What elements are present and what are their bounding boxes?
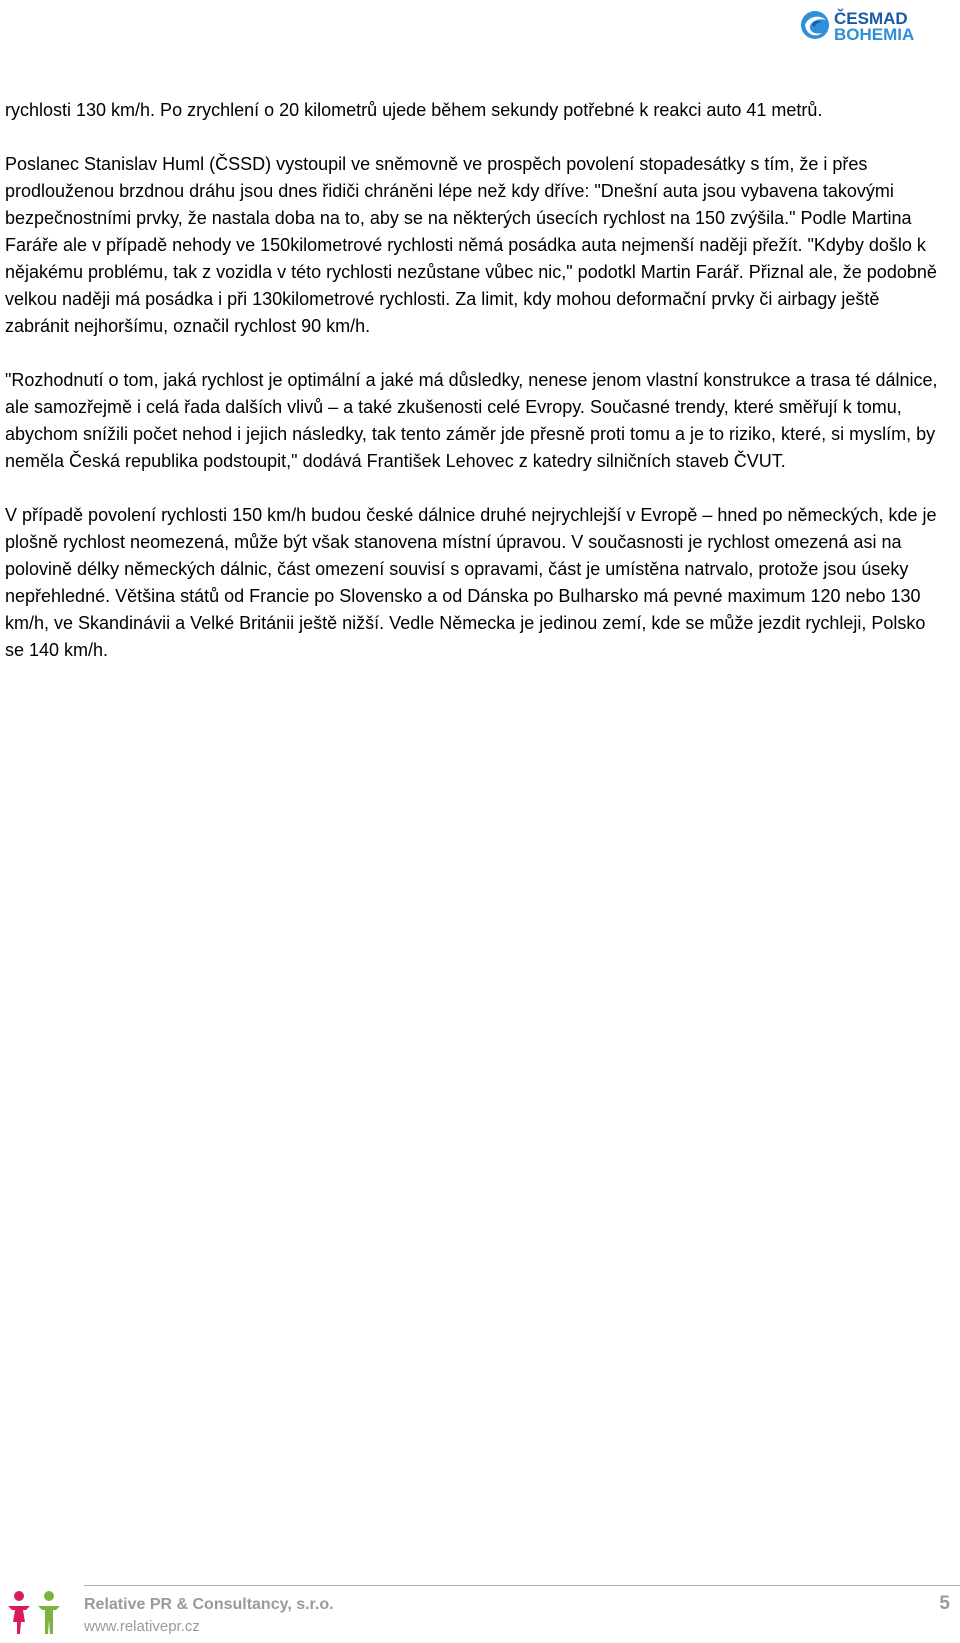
page-footer <box>0 1585 960 1638</box>
paragraph-1: rychlosti 130 km/h. Po zrychlení o 20 kilometrů ujede během sekundy potřebné k reakci auto 41 metrů. <box>5 100 823 120</box>
paragraph-4: V případě povolení rychlosti 150 km/h budou české dálnice druhé nejrychlejší v Evropě – hned po německých, kde je plošně rychlost neomezená, může být však stanovena místní úpravou. V současnosti je rychlost omezená asi na polovině délky německých dálnic, část omezení souvisí s opravami, část je umístěna natrvalo, protože jsou úseky nepřehledné. Většina států od Francie po Slovensko a od Dánska po Bulharsko má pevné maximum 120 nebo 130 km/h, ve Skandinávii a Velké Británii ještě nižší. Vedle Německa je jedinou zemí, kde se může jezdit rychleji, Polsko se 140 km/h. <box>5 505 937 660</box>
footer-divider <box>84 1585 960 1586</box>
logo-line1: ČESMAD <box>834 9 908 28</box>
footer-website-link[interactable]: www.relativepr.cz <box>84 1618 200 1635</box>
page-number: 5 <box>939 1593 950 1614</box>
paragraph-2: Poslanec Stanislav Huml (ČSSD) vystoupil ve sněmovně ve prospěch povolení stopadesátky s tím, že i přes prodlouženou brzdnou dráhu jsou dnes řidiči chráněni lépe než kdy dříve: "Dnešní auta jsou vybavena takovými bezpečnostními prvky, že nastala doba na to, aby se na některých úsecích rychlost na 150 zvýšila." Podle Martina Faráře ale v případě nehody ve 150kilometrové rychlosti němá posádka auta nejmenší naději přežít. "Kdyby došlo k nějakému problému, tak z vozidla v této rychlosti nezůstane vůbec nic," podotkl Martin Farář. Přiznal ale, že podobně velkou naději má posádka i při 130kilometrové rychlosti. Za limit, kdy mohou deformační prvky či airbagy ještě zabránit nejhoršímu, označil rychlost 90 km/h. <box>5 154 937 336</box>
people-figures-logo-icon <box>4 1588 66 1638</box>
footer-company-name: Relative PR & Consultancy, s.r.o. <box>84 1596 334 1613</box>
document-body <box>5 97 940 664</box>
cesmad-swirl-icon <box>800 8 952 42</box>
paragraph-3: "Rozhodnutí o tom, jaká rychlost je optimální a jaké má důsledky, nenese jenom vlastní konstrukce a trasa té dálnice, ale samozřejmě i celá řada dalších vlivů – a také zkušenosti celé Evropy. Současné trendy, které směřují k tomu, abychom snížili počet nehod i jejich následky, tak tento záměr jde přesně proti tomu a je to riziko, které, si myslím, by neměla Česká republika podstoupit," dodává František Lehovec z katedry silničních staveb ČVUT. <box>5 370 938 471</box>
logo-line2: BOHEMIA <box>834 25 915 42</box>
cesmad-bohemia-logo <box>800 8 952 42</box>
